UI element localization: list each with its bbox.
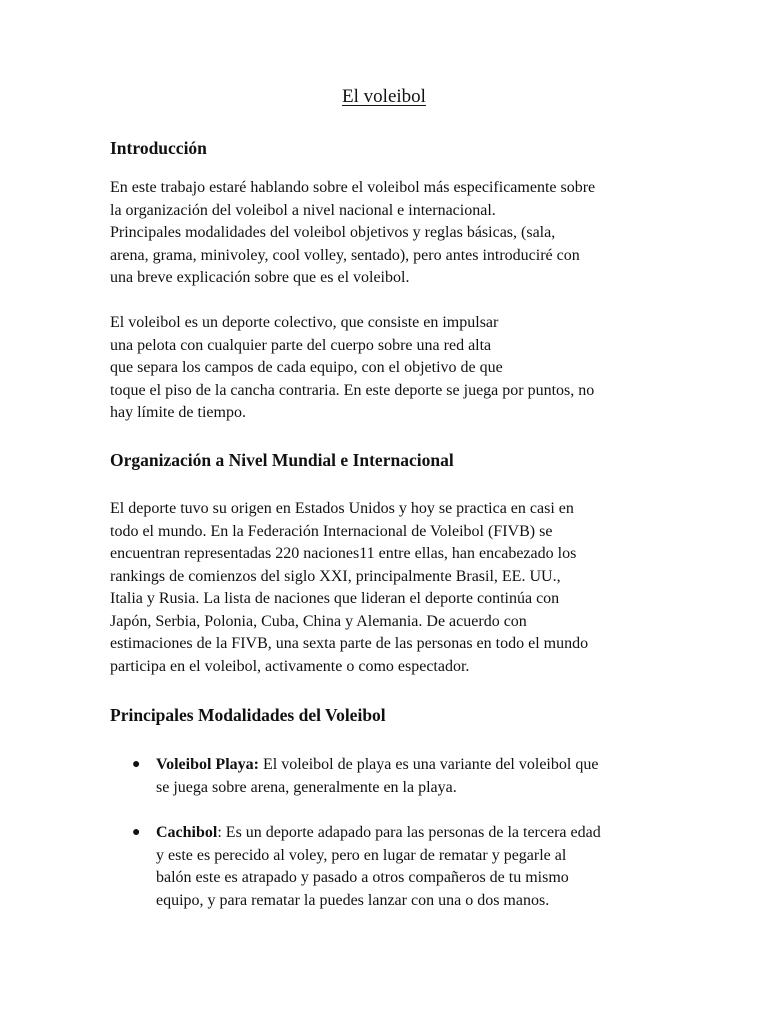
bullet-icon: ● (132, 757, 141, 772)
text-line: equipo, y para rematar la puedes lanzar con una o dos manos. (156, 891, 550, 909)
text-line: hay límite de tiempo. (110, 404, 246, 421)
text-line: que separa los campos de cada equipo, con el objetivo de que (110, 359, 503, 376)
text-line: una pelota con cualquier parte del cuerpo sobre una red alta (110, 336, 492, 354)
text-line: En este trabajo estaré hablando sobre el voleibol más especificamente sobre (110, 179, 596, 196)
modalities-heading: Principales Modalidades del Voleibol (110, 705, 386, 725)
organization-paragraph (110, 498, 670, 678)
text-line: toque el piso de la cancha contraria. En este deporte se juega por puntos, no (110, 381, 595, 399)
text-line: Italia y Rusia. La lista de naciones que lideran el deporte continúa con (110, 590, 560, 607)
text-line: arena, grama, minivoley, cool volley, sentado), pero antes introduciré con (110, 246, 580, 264)
text-line: balón este es atrapado y pasado a otros compañeros de tu mismo (156, 869, 569, 886)
text-line: rankings de comienzos del siglo XXI, principalmente Brasil, EE. UU., (110, 567, 561, 585)
organization-heading: Organización a Nivel Mundial e Internacional (110, 450, 454, 470)
text-line: El deporte tuvo su origen en Estados Unidos y hoy se practica en casi en (110, 500, 574, 517)
text-line: participa en el voleibol, activamente o como espectador. (110, 657, 470, 675)
text-line: se juega sobre arena, generalmente en la playa. (156, 778, 457, 796)
text-line: Japón, Serbia, Polonia, Cuba, China y Alemania. De acuerdo con (110, 612, 527, 630)
bullet-term: Voleibol Playa: (156, 756, 259, 773)
text-line: encuentran representadas 220 naciones11 entre ellas, han encabezado los (110, 545, 577, 562)
text-line: y este es perecido al voley, pero en lugar de rematar y pegarle al (156, 846, 567, 864)
text-line: la organización del voleibol a nivel nacional e internacional. (110, 201, 496, 219)
bullet-term: Cachibol (156, 824, 218, 841)
intro-paragraph-1 (110, 177, 670, 290)
text-line: todo el mundo. En la Federación Internacional de Voleibol (FIVB) se (110, 522, 553, 540)
bullet-text: El voleibol de playa es una variante del voleibol que (258, 756, 599, 773)
text-line: Principales modalidades del voleibol objetivos y reglas básicas, (sala, (110, 224, 556, 241)
text-line: El voleibol es un deporte colectivo, que consiste en impulsar (110, 314, 499, 331)
bullet-icon: ● (132, 825, 141, 840)
text-line: estimaciones de la FIVB, una sexta parte de las personas en todo el mundo (110, 635, 589, 652)
intro-paragraph-2 (110, 312, 670, 425)
document-title: El voleibol (342, 86, 426, 107)
text-line: una breve explicación sobre que es el voleibol. (110, 269, 410, 286)
intro-heading: Introducción (110, 138, 207, 158)
bullet-text: : Es un deporte adapado para las personas de la tercera edad (217, 824, 601, 841)
